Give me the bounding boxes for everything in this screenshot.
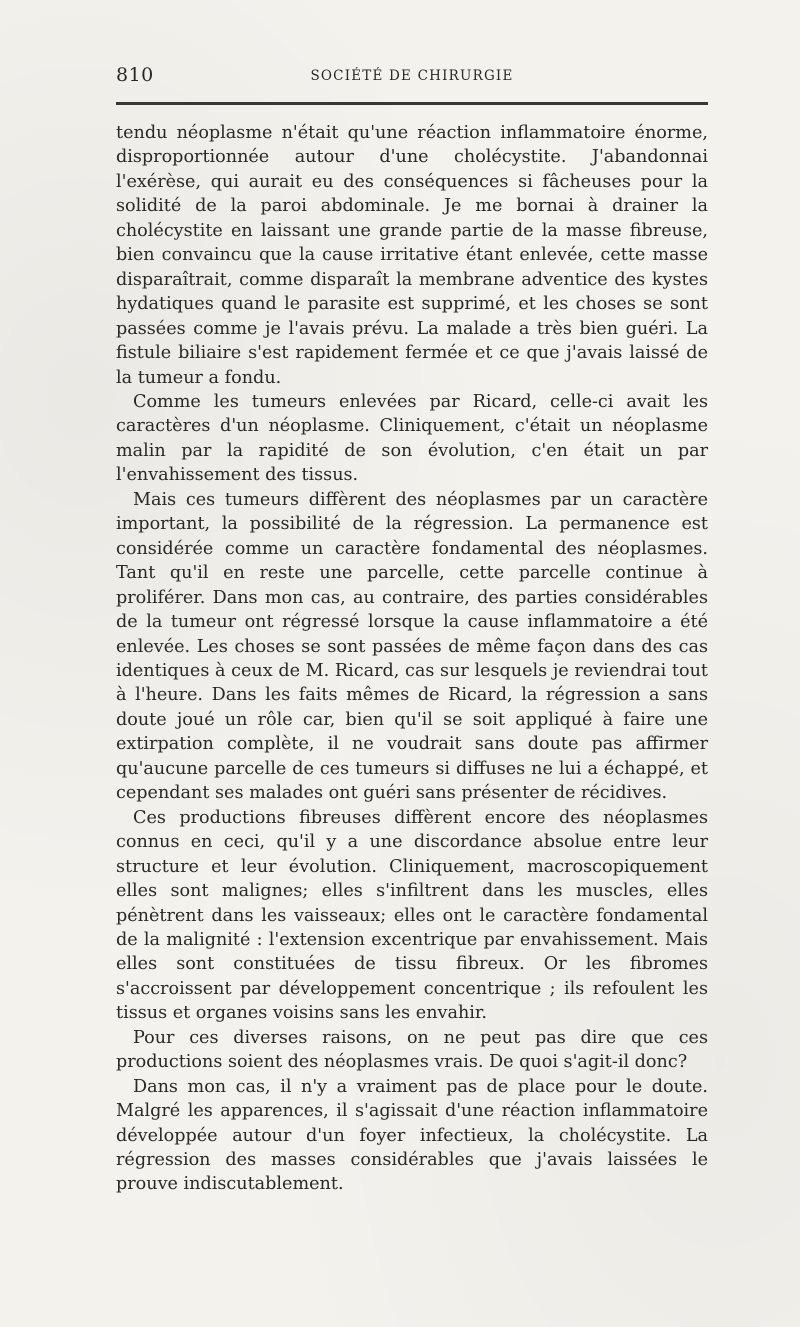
paragraph-5: Pour ces diverses raisons, on ne peut pas dire que ces productions soient des néoplasmes vrais. De quoi s'agit-il donc? [116,1027,708,1073]
running-head: SOCIÉTÉ DE CHIRURGIE [310,68,514,84]
paragraph-3: Mais ces tumeurs diffèrent des néoplasmes par un caractère important, la possibilité de la régression. La permanence est considérée comme un caractère fondamental des néoplasmes. Tant qu'il en reste une parcelle, cette parcelle continue à proliférer. Dans mon cas, au contraire, des parties considérables de la tumeur ont régressé lorsque la cause inflammatoire a été enlevée. Les choses se sont passées de même façon dans des cas identiques à ceux de M. Ricard, cas sur lesquels je reviendrai tout à l'heure. Dans les faits mêmes de Ricard, la régression a sans doute joué un rôle car, bien qu'il se soit appliqué à faire une extirpation complète, il ne voudrait sans doute pas affirmer qu'aucune parcelle de ces tumeurs si diffuses ne lui a échappé, et cependant ses malades ont guéri sans présenter de récidives. [116,489,708,804]
paragraph-1: tendu néoplasme n'était qu'une réaction inflammatoire énorme, disproportionnée autour d'une cholécystite. J'abandonnai l'exérèse, qui aurait eu des conséquences si fâcheuses pour la solidité de la paroi abdominale. Je me bornai à drainer la cholécystite en laissant une grande partie de la masse fibreuse, bien convaincu que la cause irritative étant enlevée, cette masse disparaîtrait, comme disparaît la membrane adventice des kystes hydatiques quand le parasite est supprimé, et les choses se sont passées comme je l'avais prévu. La malade a très bien guéri. La fistule biliaire s'est rapidement fermée et ce que j'avais laissé de la tumeur a fondu. [116,123,708,388]
paragraph-4: Ces productions fibreuses diffèrent encore des néoplasmes connus en ceci, qu'il y a une discordance absolue entre leur structure et leur évolution. Cliniquement, macroscopiquement elles sont malignes; elles s'infiltrent dans les muscles, elles pénètrent dans les vaisseaux; elles ont le caractère fondamental de la malignité : l'extension excentrique par envahissement. Mais elles sont constituées de tissu fibreux. Or les fibromes s'accroissent par développement concentrique ; ils refoulent les tissus et organes voisins sans les envahir. [116,807,708,1024]
page-number: 810 [116,64,154,86]
body-text [116,121,708,1197]
page-header [116,64,708,90]
header-rule [116,102,708,105]
paragraph-6: Dans mon cas, il n'y a vraiment pas de place pour le doute. Malgré les apparences, il s'agissait d'une réaction inflammatoire développée autour d'un foyer infectieux, la cholécystite. La régression des masses considérables que j'avais laissées le prouve indiscutablement. [116,1076,708,1195]
paragraph-2: Comme les tumeurs enlevées par Ricard, celle-ci avait les caractères d'un néoplasme. Cliniquement, c'était un néoplasme malin par la rapidité de son évolution, c'en était un par l'envahissement des tissus. [116,391,708,486]
